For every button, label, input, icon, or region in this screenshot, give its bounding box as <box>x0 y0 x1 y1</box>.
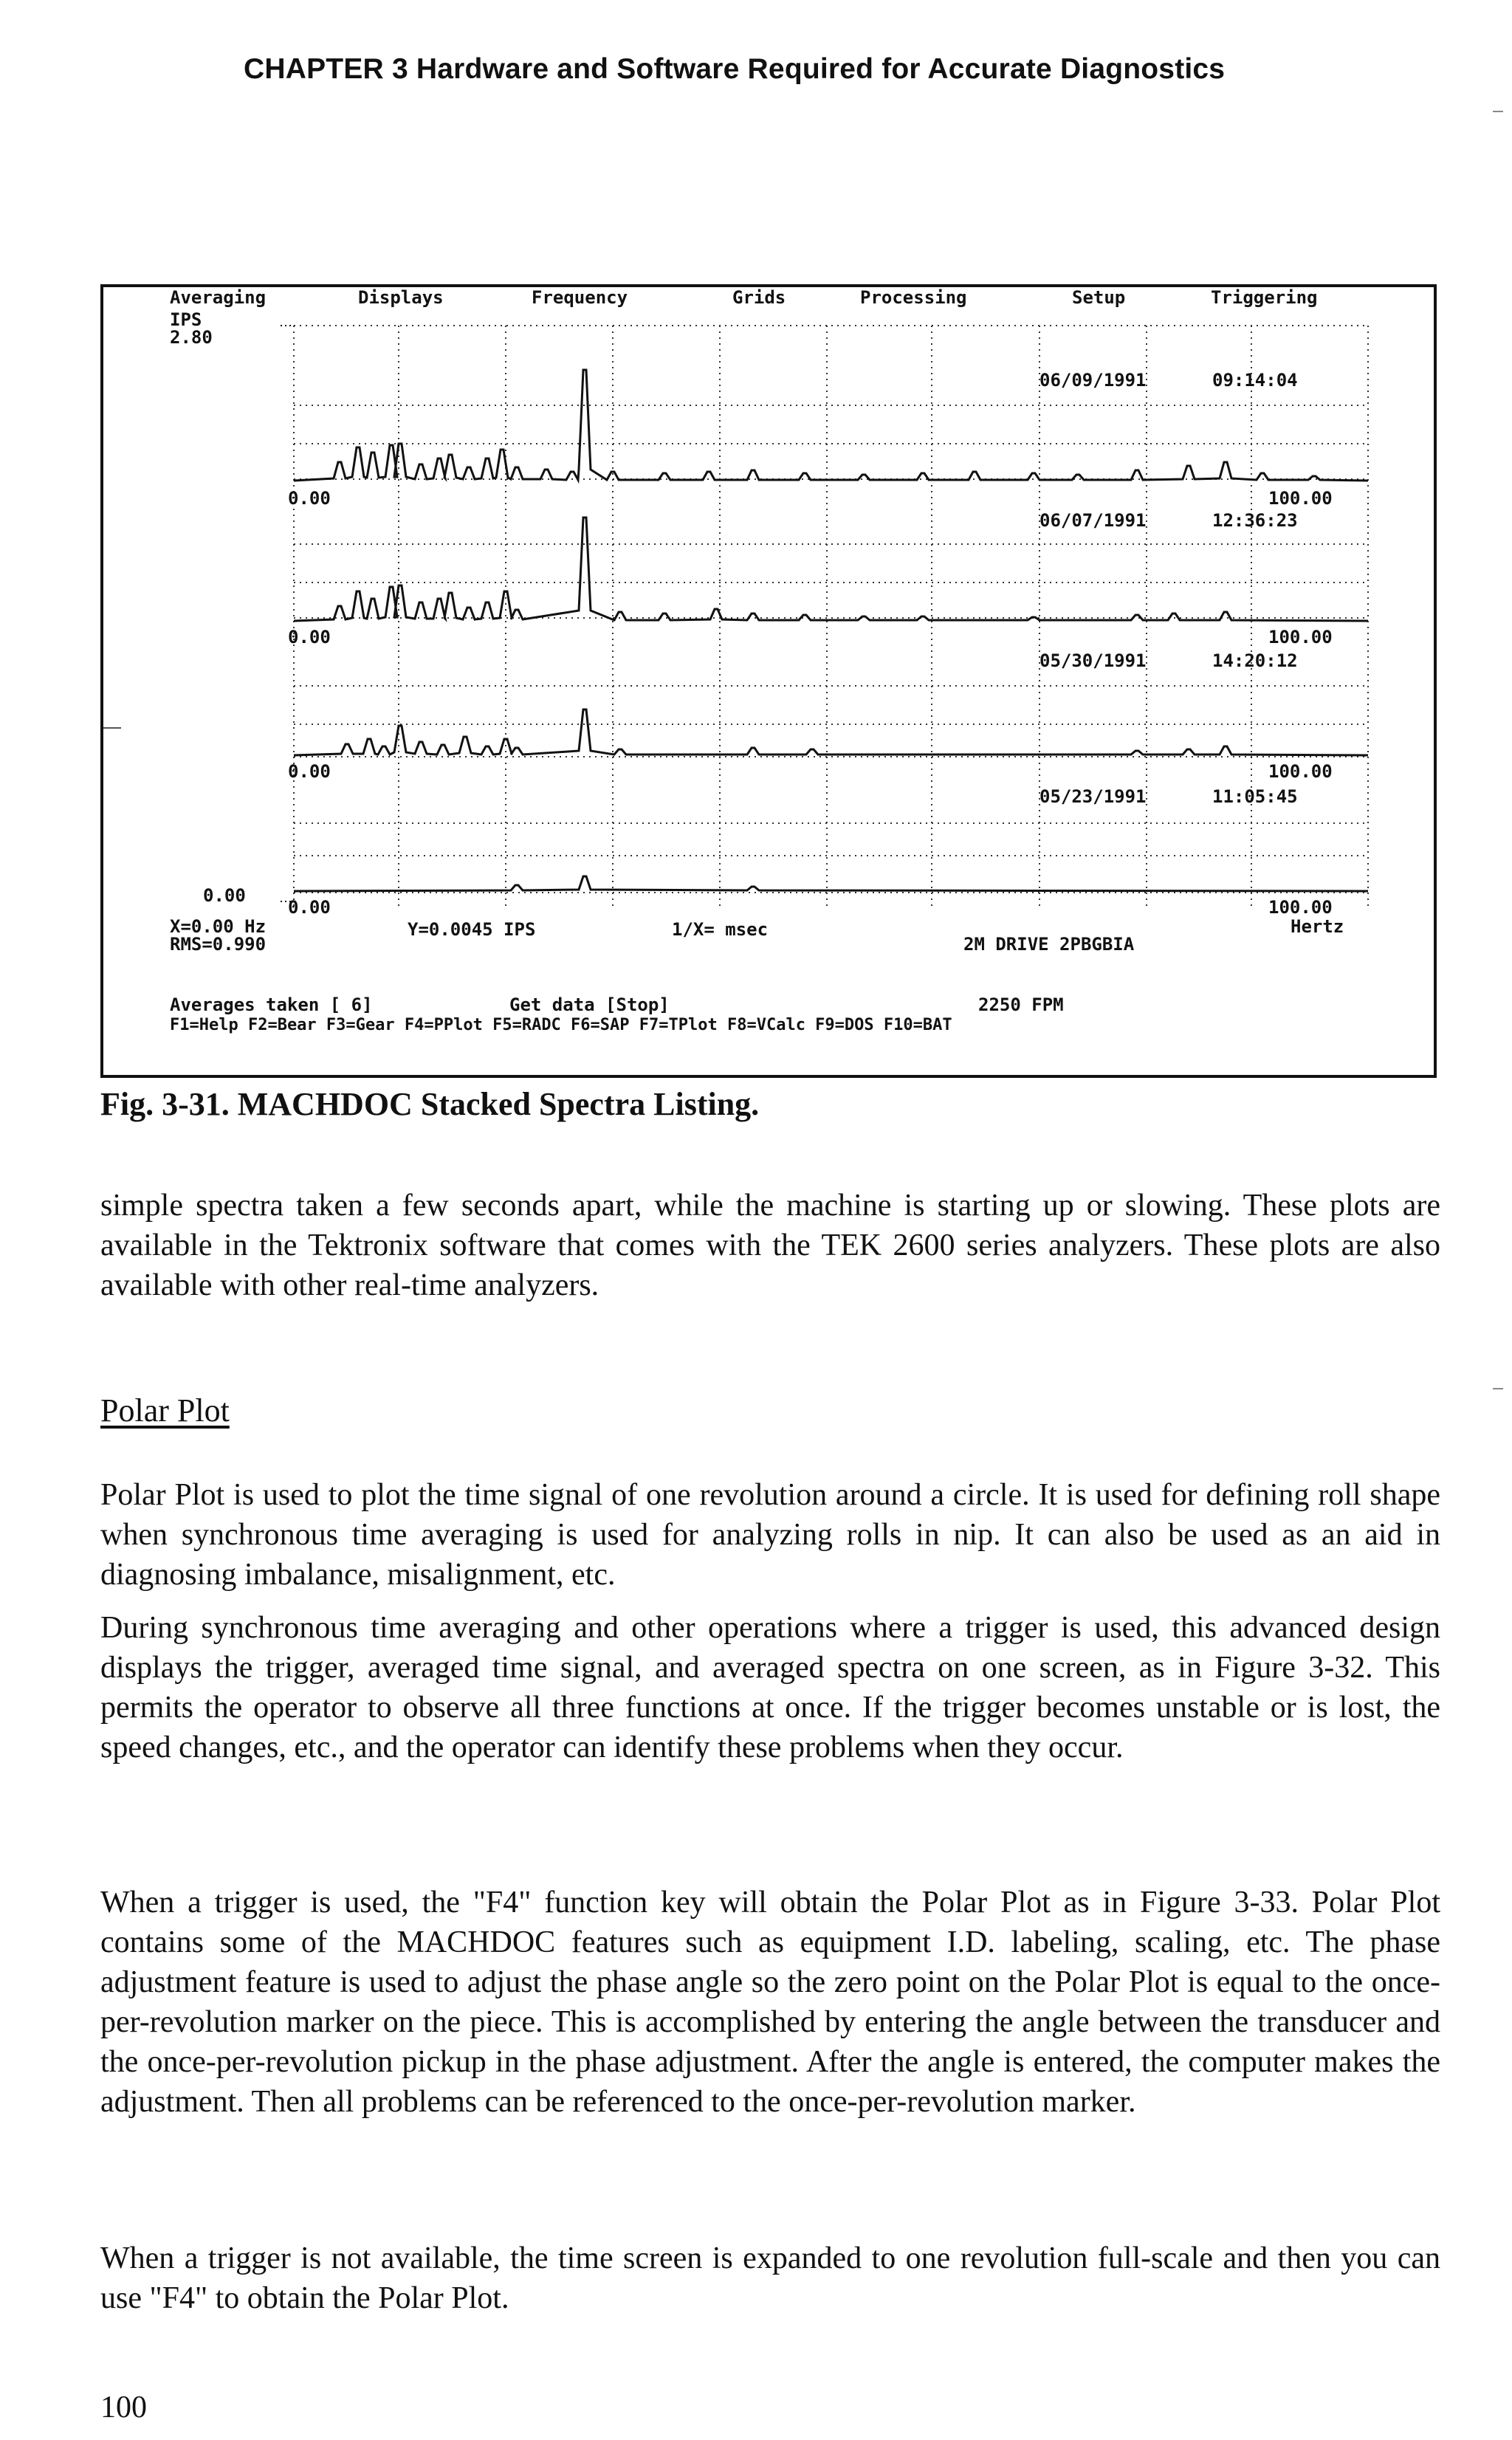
get-data-status[interactable]: Get data [Stop] <box>509 994 670 1015</box>
trace-4-x-start: 0.00 <box>288 897 331 918</box>
cursor-x-readout: X=0.00 Hz <box>170 916 267 937</box>
chapter-header: CHAPTER 3 Hardware and Software Required for Accurate Diagnostics <box>244 53 1226 85</box>
machdoc-screen <box>100 284 1437 1078</box>
y-min-label: 0.00 <box>203 885 246 906</box>
trace-2-time: 12:36:23 <box>1212 510 1298 531</box>
paragraph-2: Polar Plot is used to plot the time signal of one revolution around a circle. It is used for defining roll shape when synchronous time averaging is used for analyzing rolls in nip. It can also be used as an aid in diagnosing imbalance, misalignment, etc. <box>100 1478 1440 1592</box>
paragraph-3: During synchronous time averaging and other operations where a trigger is used, this advanced design displays the trigger, averaged time signal, and averaged spectra on one screen, as in Figure 3-32. This permits the operator to observe all three functions at once. If the trigger becomes unstable or is lost, the speed changes, etc., and the operator can identify these problems when they occur. <box>100 1611 1440 1764</box>
trace-2-date: 06/07/1991 <box>1040 510 1147 531</box>
trace-layer <box>294 370 1368 891</box>
averages-status: Averages taken [ 6] <box>170 994 373 1015</box>
menu-setup[interactable]: Setup <box>1072 287 1126 308</box>
spectrum-trace-1 <box>294 370 1368 481</box>
rms-readout: RMS=0.990 <box>170 934 267 955</box>
trace-3-x-start: 0.00 <box>288 761 331 782</box>
trace-2-x-start: 0.00 <box>288 627 331 647</box>
spectrum-trace-2 <box>294 518 1368 621</box>
page-number: 100 <box>100 2391 147 2424</box>
trace-3-x-end: 100.00 <box>1268 761 1333 782</box>
menu-triggering[interactable]: Triggering <box>1211 287 1318 308</box>
trace-1-time: 09:14:04 <box>1212 370 1298 391</box>
function-key-bar[interactable]: F1=Help F2=Bear F3=Gear F4=PPlot F5=RADC F6=SAP F7=TPlot F8=VCalc F9=DOS F10=BAT <box>170 1016 952 1034</box>
menu-displays[interactable]: Displays <box>358 287 444 308</box>
paragraph-1: simple spectra taken a few seconds apart, while the machine is starting up or slowing. These plots are available in the Tektronix software that comes with the TEK 2600 series analyzers. These plots are also available with other real-time analyzers. <box>100 1189 1440 1302</box>
menu-grids[interactable]: Grids <box>732 287 786 308</box>
trace-3-date: 05/30/1991 <box>1040 650 1147 671</box>
margin-mark <box>1493 1388 1503 1389</box>
trace-1-x-start: 0.00 <box>288 488 331 509</box>
trace-1-x-end: 100.00 <box>1268 488 1333 509</box>
margin-mark <box>1493 111 1503 112</box>
menu-processing[interactable]: Processing <box>860 287 967 308</box>
figure-caption: Fig. 3-31. MACHDOC Stacked Spectra Listing. <box>100 1086 760 1122</box>
y-unit-label: IPS <box>170 309 202 330</box>
spectrum-trace-3 <box>294 709 1368 755</box>
spectrum-trace-4 <box>294 876 1368 891</box>
trace-3-time: 14:20:12 <box>1212 650 1298 671</box>
trace-4-x-end: 100.00 <box>1268 897 1333 918</box>
y-max-label: 2.80 <box>170 327 213 348</box>
trace-4-date: 05/23/1991 <box>1040 786 1147 807</box>
speed-readout: 2250 FPM <box>978 994 1064 1015</box>
trace-1-date: 06/09/1991 <box>1040 370 1147 391</box>
trace-2-x-end: 100.00 <box>1268 627 1333 647</box>
paragraph-4: When a trigger is used, the "F4" function key will obtain the Polar Plot as in Figure 3-33. Polar Plot contains some of the MACHDOC features such as equipment I.D. labeling, scaling, etc. The phase adjustment feature is used to adjust the phase angle so the zero point on the Polar Plot is equal to the once-per-revolution marker on the piece. This is accomplished by entering the angle between the transducer and the once-per-revolution pickup in the phase adjustment. After the angle is entered, the computer makes the adjustment. Then all problems can be referenced to the once-per-revolution marker. <box>100 1886 1440 2119</box>
machine-id: 2M DRIVE 2PBGBIA <box>963 934 1135 955</box>
inverse-x-readout: 1/X= msec <box>672 919 769 940</box>
section-heading-polar-plot: Polar Plot <box>100 1392 230 1429</box>
cursor-y-readout: Y=0.0045 IPS <box>408 919 536 940</box>
margin-mark <box>103 727 121 729</box>
x-unit-label: Hertz <box>1291 916 1344 937</box>
trace-4-time: 11:05:45 <box>1212 786 1298 807</box>
menu-averaging[interactable]: Averaging <box>170 287 267 308</box>
paragraph-5: When a trigger is not available, the time screen is expanded to one revolution full-scale and then you can use "F4" to obtain the Polar Plot. <box>100 2241 1440 2315</box>
stacked-spectra-plot <box>103 287 1434 1075</box>
menu-frequency[interactable]: Frequency <box>532 287 628 308</box>
